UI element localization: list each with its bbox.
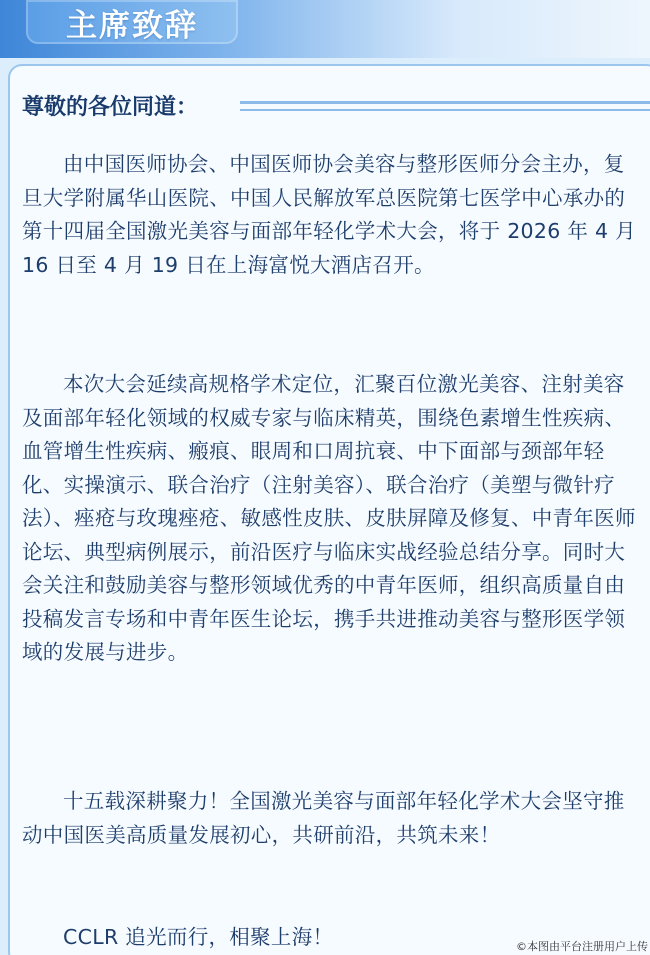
page-title: 主席致辞 xyxy=(66,7,198,44)
paragraph-topics: 本次大会延续高规格学术定位，汇聚百位激光美容、注射美容及面部年轻化领域的权威专家与临床精英，围绕色素增生性疾病、血管增生性疾病、瘢痕、眼周和口周抗衰、中下面部与颈部年轻化、实操演示、联合治疗（注射美容）、联合治疗（美塑与微针疗法）、痤疮与玫瑰痤疮、敏感性皮肤、皮肤屏障及修复、中青年医师论坛、典型病例展示，前沿医疗与临床实战经验总结分享。同时大会关注和鼓励美容与整形领域优秀的中青年医师，组织高质量自由投稿发言专场和中青年医生论坛，携手共进推动美容与整形医学领域的发展与进步。 xyxy=(22,372,636,664)
salutation-row xyxy=(22,88,650,128)
paragraph-mission: 十五载深耕聚力！全国激光美容与面部年轻化学术大会坚守推动中国医美高质量发展初心，共研前沿，共筑未来！ xyxy=(22,789,625,847)
decorative-double-line xyxy=(240,101,650,115)
title-tab xyxy=(26,0,238,44)
upload-watermark: ©本图由平台注册用户上传 xyxy=(516,940,648,953)
paragraph-intro: 由中国医师协会、中国医师协会美容与整形医师分会主办，复旦大学附属华山医院、中国人民解放军总医院第七医学中心承办的第十四届全国激光美容与面部年轻化学术大会，将于 2026 年 4 月 16 日至 4 月 19 日在上海富悦大酒店召开。 xyxy=(22,152,636,277)
salutation: 尊敬的各位同道： xyxy=(22,95,199,120)
paragraph-closing: CCLR 追光而行，相聚上海！ xyxy=(63,925,334,949)
